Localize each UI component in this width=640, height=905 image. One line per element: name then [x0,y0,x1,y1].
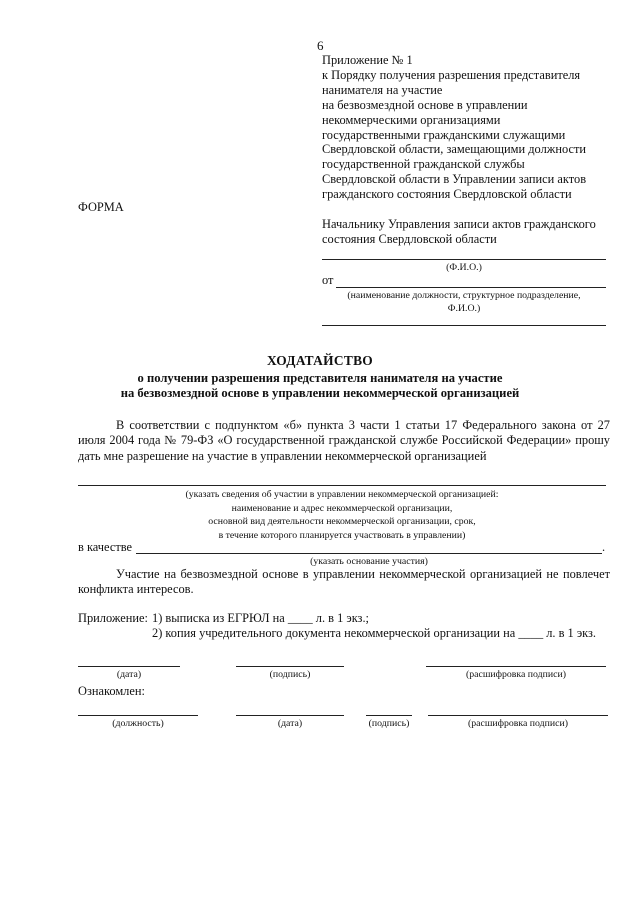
request-paragraph: В соответствии с подпунктом «б» пункта 3 части 1 статьи 17 Федерального закона от 27 июля 2004 года № 79-ФЗ «О государственной гражданской службе Российской Федерации» прошу дать мне разрешение на участие в управлении некоммерческой организацией [78,418,610,463]
attachments-label: Приложение: [78,611,148,625]
ack-signature-line[interactable] [366,715,412,716]
decoding-line[interactable] [426,666,606,667]
signature-caption: (подпись) [269,669,311,680]
document-title: ХОДАТАЙСТВО [266,353,374,368]
conflict-paragraph: Участие на безвозмездной основе в управлении некоммерческой организацией не повлечет конфликта интересов. [78,567,610,597]
form-label: ФОРМА [78,200,124,214]
appendix-block [322,53,586,202]
appendix-line: Приложение № 1 [322,53,413,67]
appendix-line: гражданского состояния Свердловской области [322,187,572,202]
decoding-caption: (расшифровка подписи) [465,669,566,680]
ack-date-line[interactable] [236,715,344,716]
fio-caption: (Ф.И.О.) [446,262,482,273]
fio-line[interactable] [322,259,606,260]
from-caption-line: (наименование должности, структурное подразделение, [347,290,581,301]
from-caption-line: Ф.И.О.) [447,302,481,314]
document-subtitle-line: на безвозмездной основе в управлении некоммерческой организацией [120,386,520,400]
capacity-line[interactable] [136,553,602,554]
ack-decoding-line[interactable] [428,715,608,716]
participation-caption [78,488,606,542]
ack-signature-caption: (подпись) [368,718,410,729]
participation-caption-line: в течение которого планируется участвовать в управлении) [218,529,466,541]
participation-caption-line: (указать сведения об участии в управлении некоммерческой организацией: [185,489,499,500]
addressee-line: состояния Свердловской области [322,232,497,246]
appendix-line: нанимателя на участие [322,82,443,97]
ack-decoding-caption: (расшифровка подписи) [467,718,568,729]
ack-date-caption: (дата) [277,718,303,729]
attachment-item-2: 2) копия учредительного документа некоммерческой организации на ____ л. в 1 экз. [152,626,597,640]
participation-caption-line: основной вид деятельности некоммерческой организации, срок, [208,516,476,527]
appendix-line: государственными гражданскими служащими [322,127,566,142]
ack-position-caption: (должность) [112,718,164,729]
participation-line[interactable] [78,485,606,486]
from-caption [322,290,606,315]
appendix-line: некоммерческими организациями [322,112,501,127]
appendix-line: к Порядку получения разрешения представителя [322,67,581,82]
appendix-line: на безвозмездной основе в управлении [322,97,528,112]
document-subtitle-line: о получении разрешения представителя нанимателя на участие [137,371,503,385]
appendix-line: государственной гражданской службы [322,157,525,172]
capacity-end-dot: . [602,540,606,554]
page-number: 6 [317,38,324,53]
appendix-line: Свердловской области, замещающими должности [322,142,586,157]
ack-position-line[interactable] [78,715,198,716]
capacity-caption: (указать основание участия) [310,556,428,567]
from-label: от [322,273,334,287]
attachment-item-1: 1) выписка из ЕГРЮЛ на ____ л. в 1 экз.; [152,611,369,625]
date-line[interactable] [78,666,180,667]
addressee-line: Начальнику Управления записи актов гражданского [322,217,596,231]
date-caption: (дата) [116,669,142,680]
acquainted-label: Ознакомлен: [78,684,145,698]
appendix-line: Свердловской области в Управлении записи актов [322,172,587,187]
from-line[interactable] [336,287,606,288]
from-line-2[interactable] [322,325,606,326]
participation-caption-line: наименование и адрес некоммерческой организации, [231,502,453,514]
capacity-label: в качестве [78,540,133,554]
addressee-block [322,217,596,247]
signature-line[interactable] [236,666,344,667]
